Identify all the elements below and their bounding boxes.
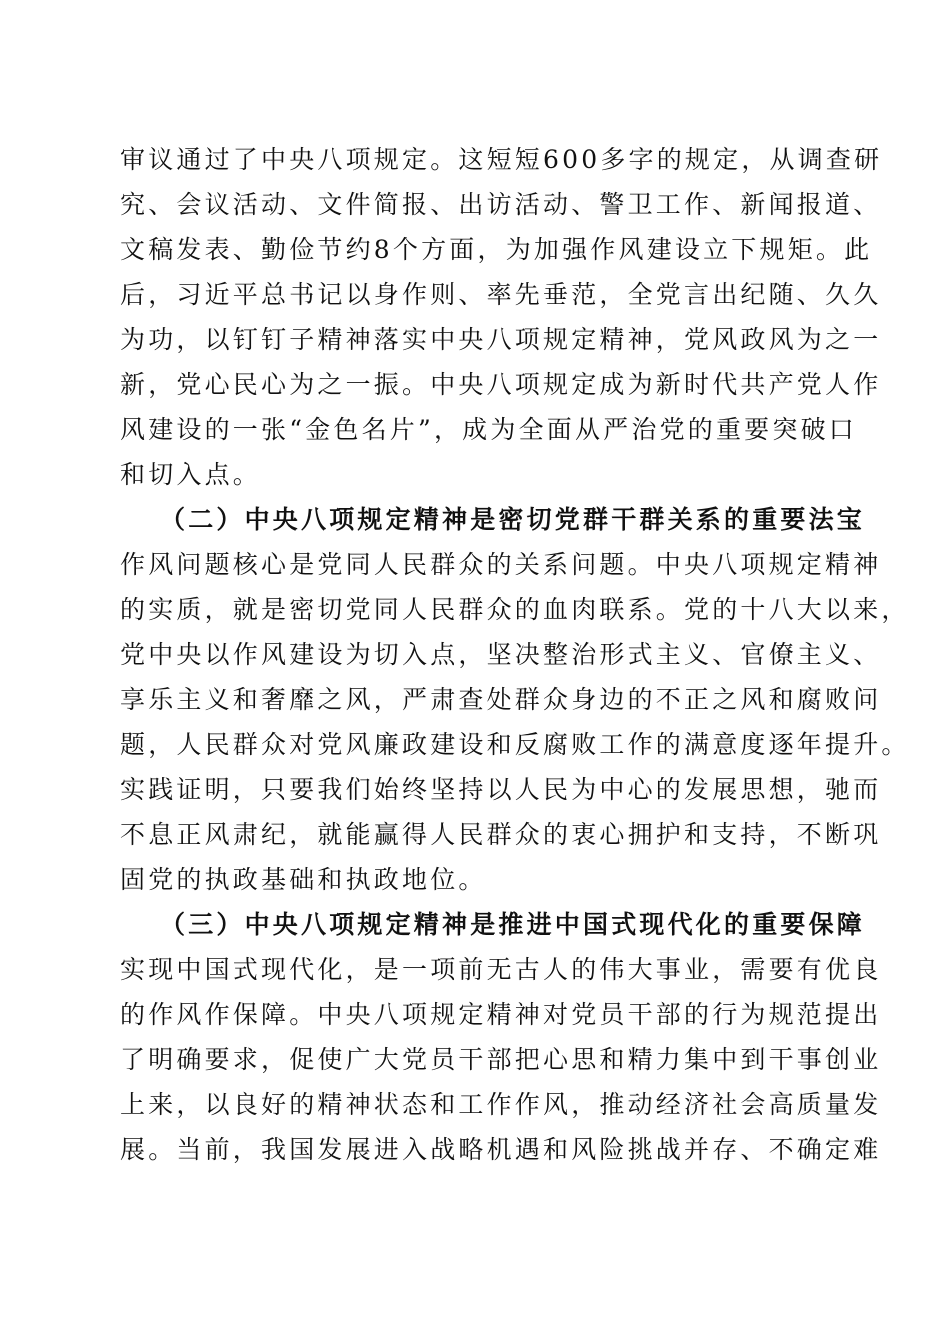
body-line: 究、会议活动、文件简报、出访活动、警卫工作、新闻报道、 <box>120 190 882 219</box>
body-line: 享乐主义和奢靡之风，严肃查处群众身边的不正之风和腐败问 <box>120 685 882 714</box>
body-line: 实现中国式现代化，是一项前无古人的伟大事业，需要有优良 <box>120 955 882 984</box>
body-line: 上来，以良好的精神状态和工作作风，推动经济社会高质量发 <box>120 1090 882 1119</box>
body-line: 固党的执政基础和执政地位。 <box>120 865 487 894</box>
body-line: 审议通过了中央八项规定。这短短600多字的规定，从调查研 <box>120 145 883 174</box>
body-line: 文稿发表、勤俭节约8个方面，为加强作风建设立下规矩。此 <box>120 235 873 264</box>
body-line: 的实质，就是密切党同人民群众的血肉联系。党的十八大以来， <box>120 595 910 624</box>
body-line: 的作风作保障。中央八项规定精神对党员干部的行为规范提出 <box>120 1000 882 1029</box>
section-heading-2: （二）中央八项规定精神是密切党群干群关系的重要法宝 <box>160 505 866 534</box>
body-line: 展。当前，我国发展进入战略机遇和风险挑战并存、不确定难 <box>120 1135 882 1164</box>
body-line: 党中央以作风建设为切入点，坚决整治形式主义、官僚主义、 <box>120 640 882 669</box>
body-line: 了明确要求，促使广大党员干部把心思和精力集中到干事创业 <box>120 1045 882 1074</box>
body-line: 风建设的一张“金色名片”，成为全面从严治党的重要突破口 <box>120 415 857 444</box>
body-line: 题，人民群众对党风廉政建设和反腐败工作的满意度逐年提升。 <box>120 730 910 759</box>
body-line: 为功，以钉钉子精神落实中央八项规定精神，党风政风为之一 <box>120 325 882 354</box>
body-line: 实践证明，只要我们始终坚持以人民为中心的发展思想，驰而 <box>120 775 882 804</box>
body-line: 不息正风肃纪，就能赢得人民群众的衷心拥护和支持，不断巩 <box>120 820 882 849</box>
body-line: 后，习近平总书记以身作则、率先垂范，全党言出纪随、久久 <box>120 280 882 309</box>
body-line: 新，党心民心为之一振。中央八项规定成为新时代共产党人作 <box>120 370 882 399</box>
section-heading-3: （三）中央八项规定精神是推进中国式现代化的重要保障 <box>160 910 866 939</box>
body-line: 作风问题核心是党同人民群众的关系问题。中央八项规定精神 <box>120 550 882 579</box>
body-line: 和切入点。 <box>120 460 262 489</box>
